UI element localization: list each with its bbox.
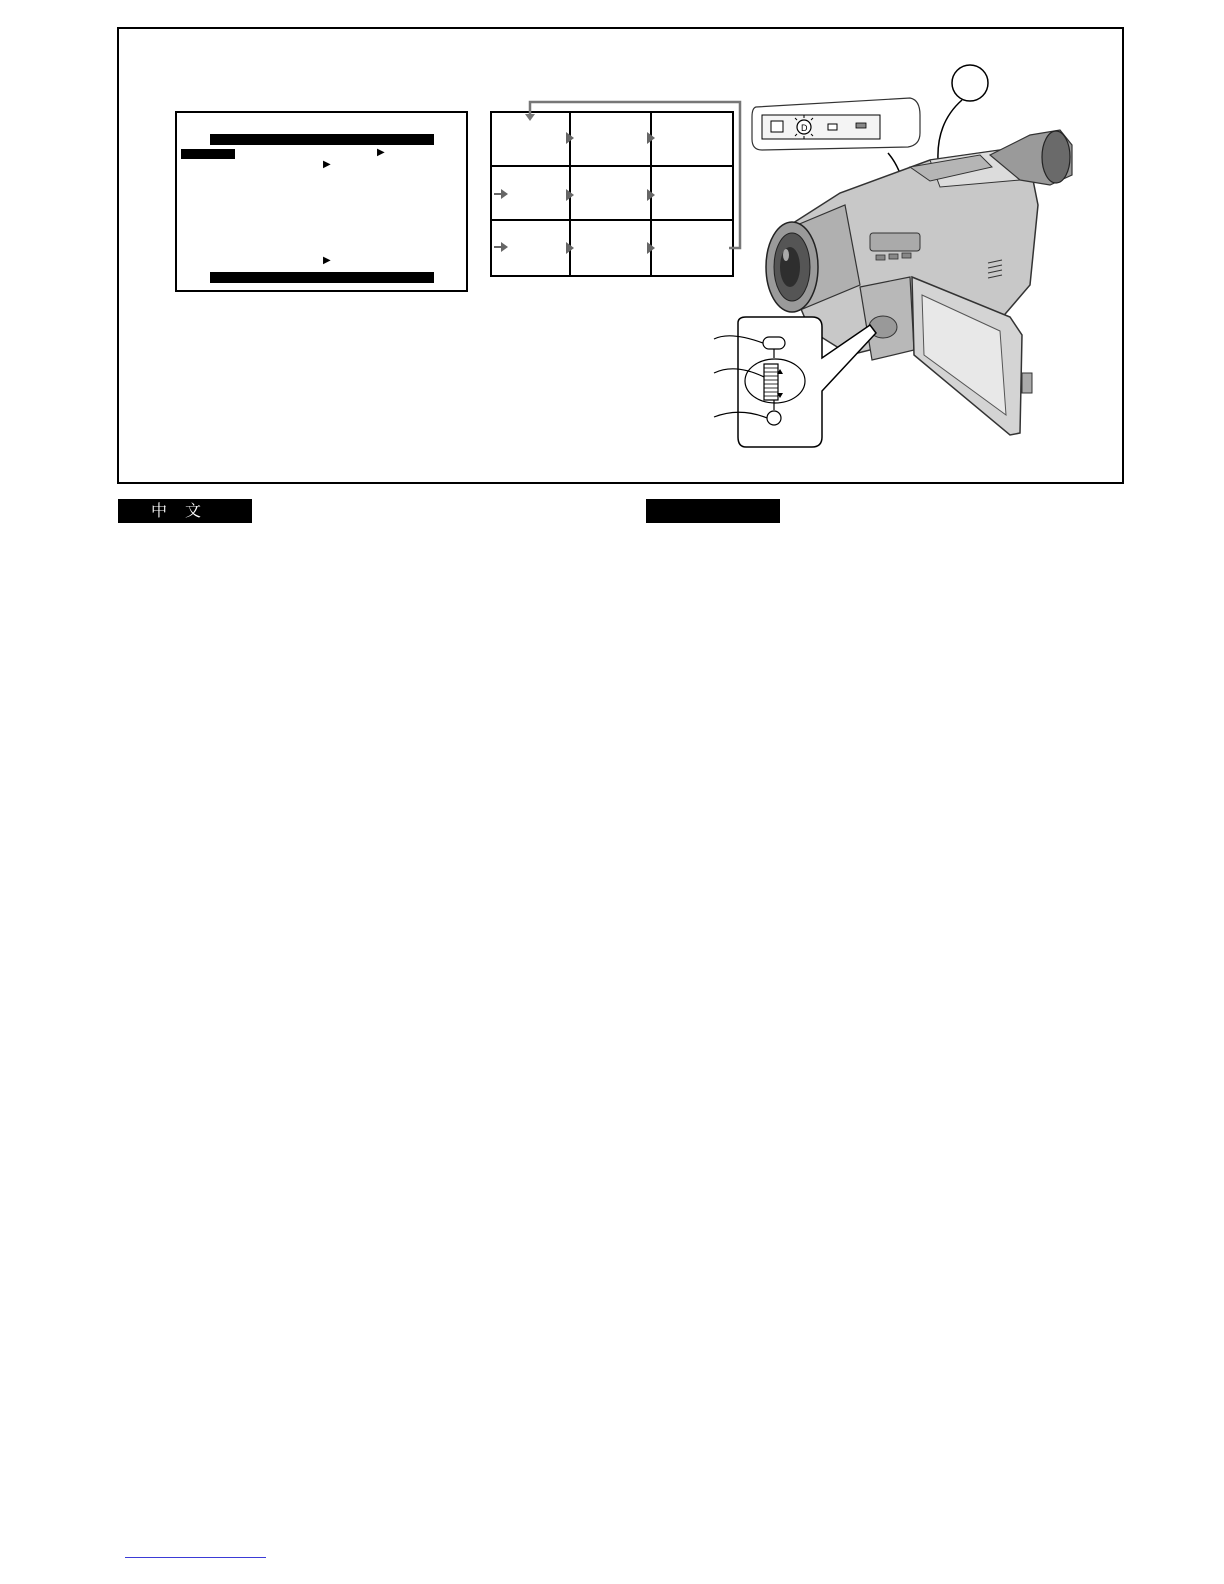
language-header-chinese: 中文	[118, 499, 252, 523]
return-arrow-icon	[525, 114, 535, 121]
footer-link-line	[125, 1557, 266, 1558]
menu-screen-diagram	[175, 111, 468, 292]
language-header-english	[646, 499, 780, 523]
menu-button	[763, 337, 785, 349]
menu-arrow-icon: ▶	[377, 147, 385, 158]
camera-mode-icon	[771, 121, 783, 132]
menu-selected-item-bar	[181, 149, 235, 159]
menu-footer-bar	[210, 272, 434, 283]
camcorder-illustration	[700, 55, 1100, 455]
menu-arrow-icon: ▶	[323, 159, 331, 170]
set-button	[767, 411, 781, 425]
menu-arrow-icon: ▶	[323, 255, 331, 266]
svg-text:D: D	[801, 123, 808, 133]
jog-dial	[764, 364, 778, 400]
next-arrow-icon	[501, 189, 508, 199]
menu-title-bar	[210, 134, 434, 145]
next-arrow-icon	[501, 242, 508, 252]
card-mode-icon	[828, 124, 837, 130]
callout-circle	[952, 65, 988, 101]
